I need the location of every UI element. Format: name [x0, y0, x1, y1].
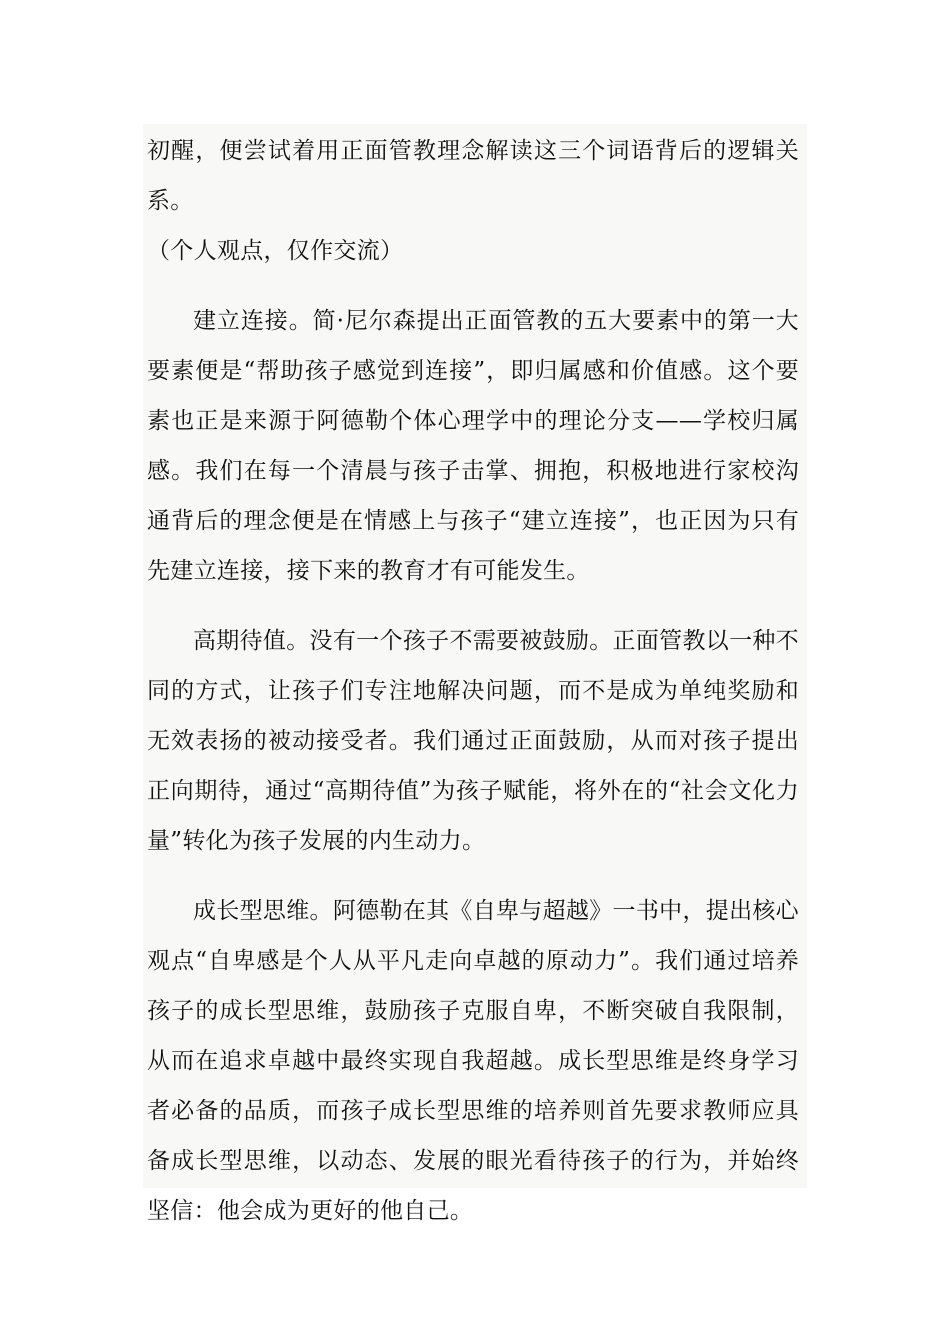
document-body — [143, 124, 807, 1224]
intro-paragraph — [143, 124, 807, 276]
intro-line-2: （个人观点，仅作交流） — [147, 238, 404, 264]
paragraph-gap — [143, 866, 807, 886]
growth-paragraph: 成长型思维。阿德勒在其《自卑与超越》一书中，提出核心观点“自卑感是个人从平凡走向卓越的原动力”。我们通过培养孩子的成长型思维，鼓励孩子克服自卑，不断突破自我限制，从而在追求卓越中最终实现自我超越。成长型思维是终身学习者必备的品质，而孩子成长型思维的培养则首先要求教师应具备成长型思维，以动态、发展的眼光看待孩子的行为，并始终坚信：他会成为更好的他自己。 — [147, 898, 799, 1224]
paragraph-gap — [143, 276, 807, 296]
expectation-paragraph: 高期待值。没有一个孩子不需要被鼓励。正面管教以一种不同的方式，让孩子们专注地解决问题，而不是成为单纯奖励和无效表扬的被动接受者。我们通过正面鼓励，从而对孩子提出正向期待，通过“高期待值”为孩子赋能，将外在的“社会文化力量”转化为孩子发展的内生动力。 — [147, 628, 799, 854]
connection-paragraph: 建立连接。简·尼尔森提出正面管教的五大要素中的第一大要素便是“帮助孩子感觉到连接”，即归属感和价值感。这个要素也正是来源于阿德勒个体心理学中的理论分支——学校归属感。我们在每一个清晨与孩子击掌、拥抱，积极地进行家校沟通背后的理念便是在情感上与孩子“建立连接”，也正因为只有先建立连接，接下来的教育才有可能发生。 — [147, 308, 799, 584]
intro-line-1: 初醒，便尝试着用正面管教理念解读这三个词语背后的逻辑关系。 — [147, 138, 799, 214]
paragraph-gap — [143, 596, 807, 616]
